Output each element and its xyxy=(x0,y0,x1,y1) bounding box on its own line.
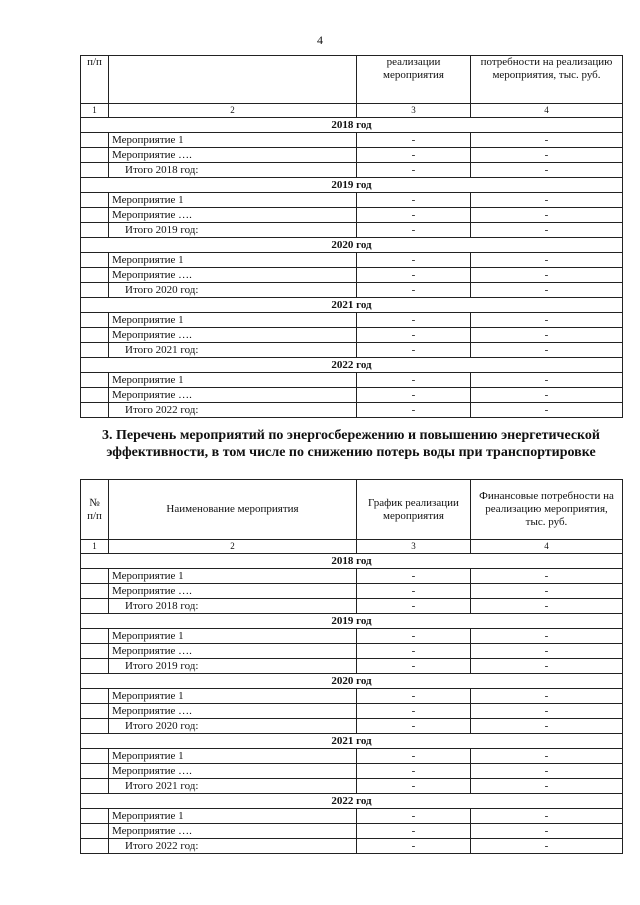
measure-name: Мероприятие …. xyxy=(109,148,357,163)
empty-number-cell xyxy=(81,704,109,719)
finance-cell: - xyxy=(471,809,623,824)
year-row xyxy=(81,178,623,193)
empty-number-cell xyxy=(81,223,109,238)
measure-name: Мероприятие 1 xyxy=(109,629,357,644)
empty-number-cell xyxy=(81,388,109,403)
empty-number-cell xyxy=(81,163,109,178)
measure-name: Мероприятие 1 xyxy=(109,193,357,208)
table-row xyxy=(81,719,623,734)
col-number: 1 xyxy=(81,104,109,118)
total-label: Итого 2022 год: xyxy=(109,403,357,418)
schedule-cell: - xyxy=(357,208,471,223)
col-number: 2 xyxy=(109,104,357,118)
schedule-cell: - xyxy=(357,824,471,839)
schedule-cell: - xyxy=(357,659,471,674)
table-row xyxy=(81,704,623,719)
finance-cell: - xyxy=(471,629,623,644)
total-label: Итого 2018 год: xyxy=(109,599,357,614)
finance-cell: - xyxy=(471,719,623,734)
table-row xyxy=(81,779,623,794)
schedule-cell: - xyxy=(357,223,471,238)
empty-number-cell xyxy=(81,809,109,824)
empty-number-cell xyxy=(81,599,109,614)
table-row xyxy=(81,193,623,208)
table-row xyxy=(81,388,623,403)
header-finance: потребности на реализацию мероприятия, тыс. руб. xyxy=(471,56,623,104)
measure-name: Мероприятие …. xyxy=(109,328,357,343)
finance-cell: - xyxy=(471,839,623,854)
schedule-cell: - xyxy=(357,599,471,614)
empty-number-cell xyxy=(81,584,109,599)
schedule-cell: - xyxy=(357,839,471,854)
year-label: 2022 год xyxy=(81,794,623,809)
schedule-cell: - xyxy=(357,328,471,343)
finance-cell: - xyxy=(471,163,623,178)
table-row xyxy=(81,839,623,854)
empty-number-cell xyxy=(81,689,109,704)
finance-cell: - xyxy=(471,704,623,719)
year-row xyxy=(81,734,623,749)
finance-cell: - xyxy=(471,779,623,794)
finance-cell: - xyxy=(471,268,623,283)
table-row xyxy=(81,599,623,614)
empty-number-cell xyxy=(81,148,109,163)
schedule-cell: - xyxy=(357,268,471,283)
empty-number-cell xyxy=(81,824,109,839)
section-title: 3. Перечень мероприятий по энергосбережению и повышению энергетической эффективности, в том числе по снижению потерь воды при транспортировке xyxy=(101,428,601,460)
table-row xyxy=(81,644,623,659)
finance-cell: - xyxy=(471,403,623,418)
empty-number-cell xyxy=(81,133,109,148)
empty-number-cell xyxy=(81,208,109,223)
table-row xyxy=(81,253,623,268)
table-row xyxy=(81,569,623,584)
schedule-cell: - xyxy=(357,719,471,734)
year-row xyxy=(81,794,623,809)
schedule-cell: - xyxy=(357,148,471,163)
table-row xyxy=(81,208,623,223)
schedule-cell: - xyxy=(357,689,471,704)
empty-number-cell xyxy=(81,328,109,343)
table-row xyxy=(81,629,623,644)
schedule-cell: - xyxy=(357,704,471,719)
empty-number-cell xyxy=(81,719,109,734)
total-label: Итого 2022 год: xyxy=(109,839,357,854)
finance-cell: - xyxy=(471,343,623,358)
empty-number-cell xyxy=(81,569,109,584)
year-row xyxy=(81,238,623,253)
total-label: Итого 2020 год: xyxy=(109,719,357,734)
empty-number-cell xyxy=(81,779,109,794)
empty-number-cell xyxy=(81,403,109,418)
header-name xyxy=(109,56,357,104)
finance-cell: - xyxy=(471,689,623,704)
measure-name: Мероприятие …. xyxy=(109,704,357,719)
schedule-cell: - xyxy=(357,373,471,388)
finance-cell: - xyxy=(471,584,623,599)
empty-number-cell xyxy=(81,839,109,854)
schedule-cell: - xyxy=(357,253,471,268)
year-label: 2021 год xyxy=(81,734,623,749)
measure-name: Мероприятие 1 xyxy=(109,253,357,268)
measure-name: Мероприятие …. xyxy=(109,584,357,599)
col-number: 4 xyxy=(471,540,623,554)
empty-number-cell xyxy=(81,749,109,764)
total-label: Итого 2021 год: xyxy=(109,343,357,358)
col-number: 2 xyxy=(109,540,357,554)
schedule-cell: - xyxy=(357,313,471,328)
table-row xyxy=(81,373,623,388)
finance-cell: - xyxy=(471,569,623,584)
header-finance: Финансовые потребности на реализацию мероприятия, тыс. руб. xyxy=(471,480,623,540)
table-row xyxy=(81,283,623,298)
measure-name: Мероприятие …. xyxy=(109,644,357,659)
schedule-cell: - xyxy=(357,764,471,779)
empty-number-cell xyxy=(81,283,109,298)
year-row xyxy=(81,358,623,373)
schedule-cell: - xyxy=(357,779,471,794)
finance-cell: - xyxy=(471,599,623,614)
header-schedule: реализации мероприятия xyxy=(357,56,471,104)
header-no: п/п xyxy=(81,56,109,104)
col-number: 1 xyxy=(81,540,109,554)
empty-number-cell xyxy=(81,268,109,283)
schedule-cell: - xyxy=(357,629,471,644)
measure-name: Мероприятие 1 xyxy=(109,809,357,824)
measures-table-continued xyxy=(80,55,623,418)
empty-number-cell xyxy=(81,373,109,388)
table-row xyxy=(81,328,623,343)
finance-cell: - xyxy=(471,749,623,764)
year-label: 2019 год xyxy=(81,614,623,629)
total-label: Итого 2021 год: xyxy=(109,779,357,794)
finance-cell: - xyxy=(471,388,623,403)
total-label: Итого 2019 год: xyxy=(109,659,357,674)
measure-name: Мероприятие …. xyxy=(109,824,357,839)
empty-number-cell xyxy=(81,629,109,644)
schedule-cell: - xyxy=(357,283,471,298)
measure-name: Мероприятие 1 xyxy=(109,313,357,328)
table-row xyxy=(81,689,623,704)
measure-name: Мероприятие …. xyxy=(109,268,357,283)
year-label: 2021 год xyxy=(81,298,623,313)
table-row xyxy=(81,824,623,839)
year-label: 2018 год xyxy=(81,118,623,133)
finance-cell: - xyxy=(471,223,623,238)
finance-cell: - xyxy=(471,328,623,343)
table-row xyxy=(81,659,623,674)
schedule-cell: - xyxy=(357,403,471,418)
finance-cell: - xyxy=(471,148,623,163)
col-number: 3 xyxy=(357,540,471,554)
table-row xyxy=(81,223,623,238)
header-name: Наименование мероприятия xyxy=(109,480,357,540)
table-row xyxy=(81,749,623,764)
year-label: 2018 год xyxy=(81,554,623,569)
schedule-cell: - xyxy=(357,644,471,659)
table-row xyxy=(81,313,623,328)
schedule-cell: - xyxy=(357,749,471,764)
empty-number-cell xyxy=(81,313,109,328)
year-row xyxy=(81,554,623,569)
total-label: Итого 2020 год: xyxy=(109,283,357,298)
schedule-cell: - xyxy=(357,584,471,599)
empty-number-cell xyxy=(81,343,109,358)
table-row xyxy=(81,133,623,148)
measure-name: Мероприятие 1 xyxy=(109,689,357,704)
year-label: 2019 год xyxy=(81,178,623,193)
finance-cell: - xyxy=(471,133,623,148)
finance-cell: - xyxy=(471,373,623,388)
year-row xyxy=(81,298,623,313)
year-row xyxy=(81,118,623,133)
empty-number-cell xyxy=(81,644,109,659)
col-number: 3 xyxy=(357,104,471,118)
finance-cell: - xyxy=(471,313,623,328)
measure-name: Мероприятие 1 xyxy=(109,749,357,764)
header-no: № п/п xyxy=(81,480,109,540)
measure-name: Мероприятие 1 xyxy=(109,373,357,388)
header-schedule: График реализации мероприятия xyxy=(357,480,471,540)
total-label: Итого 2018 год: xyxy=(109,163,357,178)
measure-name: Мероприятие 1 xyxy=(109,569,357,584)
measure-name: Мероприятие …. xyxy=(109,208,357,223)
table-row xyxy=(81,403,623,418)
empty-number-cell xyxy=(81,764,109,779)
finance-cell: - xyxy=(471,824,623,839)
year-label: 2020 год xyxy=(81,674,623,689)
finance-cell: - xyxy=(471,193,623,208)
table-row xyxy=(81,809,623,824)
year-row xyxy=(81,674,623,689)
finance-cell: - xyxy=(471,208,623,223)
finance-cell: - xyxy=(471,283,623,298)
col-number: 4 xyxy=(471,104,623,118)
year-label: 2020 год xyxy=(81,238,623,253)
schedule-cell: - xyxy=(357,388,471,403)
table-row xyxy=(81,268,623,283)
schedule-cell: - xyxy=(357,343,471,358)
table-row xyxy=(81,343,623,358)
schedule-cell: - xyxy=(357,569,471,584)
empty-number-cell xyxy=(81,659,109,674)
schedule-cell: - xyxy=(357,809,471,824)
table-row xyxy=(81,148,623,163)
year-label: 2022 год xyxy=(81,358,623,373)
finance-cell: - xyxy=(471,253,623,268)
empty-number-cell xyxy=(81,193,109,208)
year-row xyxy=(81,614,623,629)
total-label: Итого 2019 год: xyxy=(109,223,357,238)
schedule-cell: - xyxy=(357,133,471,148)
empty-number-cell xyxy=(81,253,109,268)
table-row xyxy=(81,584,623,599)
finance-cell: - xyxy=(471,644,623,659)
table-row xyxy=(81,163,623,178)
schedule-cell: - xyxy=(357,193,471,208)
schedule-cell: - xyxy=(357,163,471,178)
table-row xyxy=(81,764,623,779)
measures-table xyxy=(80,479,623,854)
page-number: 4 xyxy=(317,33,323,47)
measure-name: Мероприятие …. xyxy=(109,388,357,403)
finance-cell: - xyxy=(471,659,623,674)
measure-name: Мероприятие 1 xyxy=(109,133,357,148)
finance-cell: - xyxy=(471,764,623,779)
measure-name: Мероприятие …. xyxy=(109,764,357,779)
